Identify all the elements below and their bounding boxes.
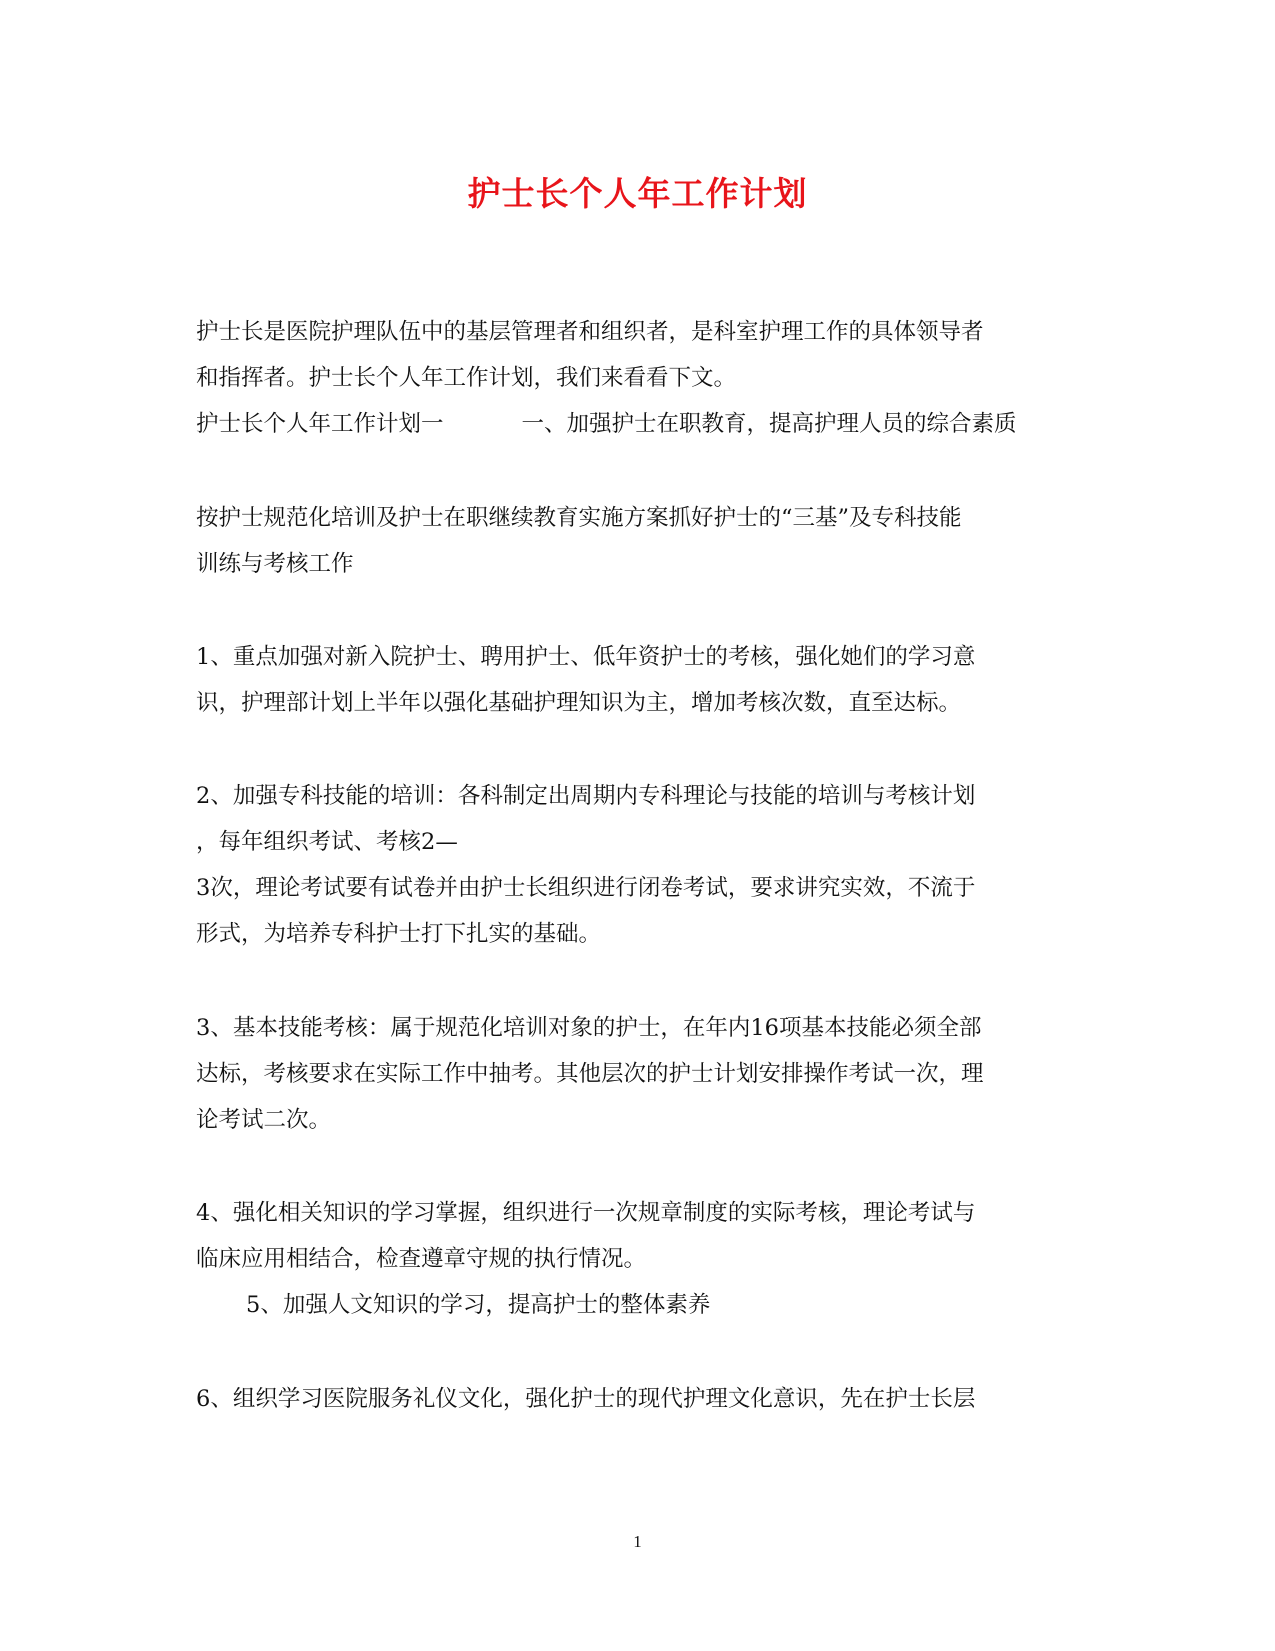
list-item-3: 3、基本技能考核：属于规范化培训对象的护士，在年内16项基本技能必须全部 xyxy=(196,1015,982,1041)
paragraph-line: 临床应用相结合，检查遵章守规的执行情况。 xyxy=(196,1246,647,1272)
paragraph-line: 达标，考核要求在实际工作中抽考。其他层次的护士计划安排操作考试一次，理 xyxy=(196,1061,984,1087)
paragraph-line xyxy=(196,408,1076,440)
paragraph-line: ，每年组织考试、考核2— xyxy=(196,829,458,855)
paragraph-line: 形式，为培养专科护士打下扎实的基础。 xyxy=(196,921,602,947)
paragraph-line: 和指挥者。护士长个人年工作计划，我们来看看下文。 xyxy=(196,365,737,391)
list-item-1: 1、重点加强对新入院护士、聘用护士、低年资护士的考核，强化她们的学习意 xyxy=(196,644,976,670)
list-item-4: 4、强化相关知识的学习掌握，组织进行一次规章制度的实际考核，理论考试与 xyxy=(196,1200,976,1226)
paragraph-line: 训练与考核工作 xyxy=(196,551,354,577)
list-item-6: 6、组织学习医院服务礼仪文化，强化护士的现代护理文化意识，先在护士长层 xyxy=(196,1386,976,1412)
section-heading-one: 一、加强护士在职教育，提高护理人员的综合素质 xyxy=(521,411,1017,437)
paragraph-line: 3次，理论考试要有试卷并由护士长组织进行闭卷考试，要求讲究实效，不流于 xyxy=(196,875,976,901)
document-title: 护士长个人年工作计划 xyxy=(467,174,808,213)
paragraph-line: 护士长是医院护理队伍中的基层管理者和组织者，是科室护理工作的具体领导者 xyxy=(196,319,984,345)
list-item-2: 2、加强专科技能的培训：各科制定出周期内专科理论与技能的培训与考核计划 xyxy=(196,783,976,809)
page-number: 1 xyxy=(633,1532,642,1551)
paragraph-line: 识，护理部计划上半年以强化基础护理知识为主，增加考核次数，直至达标。 xyxy=(196,690,962,716)
list-item-5: 5、加强人文知识的学习，提高护士的整体素养 xyxy=(246,1292,711,1318)
paragraph-line: 按护士规范化培训及护士在职继续教育实施方案抓好护士的“三基”及专科技能 xyxy=(196,505,962,531)
section-heading-plan-one: 护士长个人年工作计划一 xyxy=(196,411,444,437)
paragraph-line: 论考试二次。 xyxy=(196,1107,332,1133)
